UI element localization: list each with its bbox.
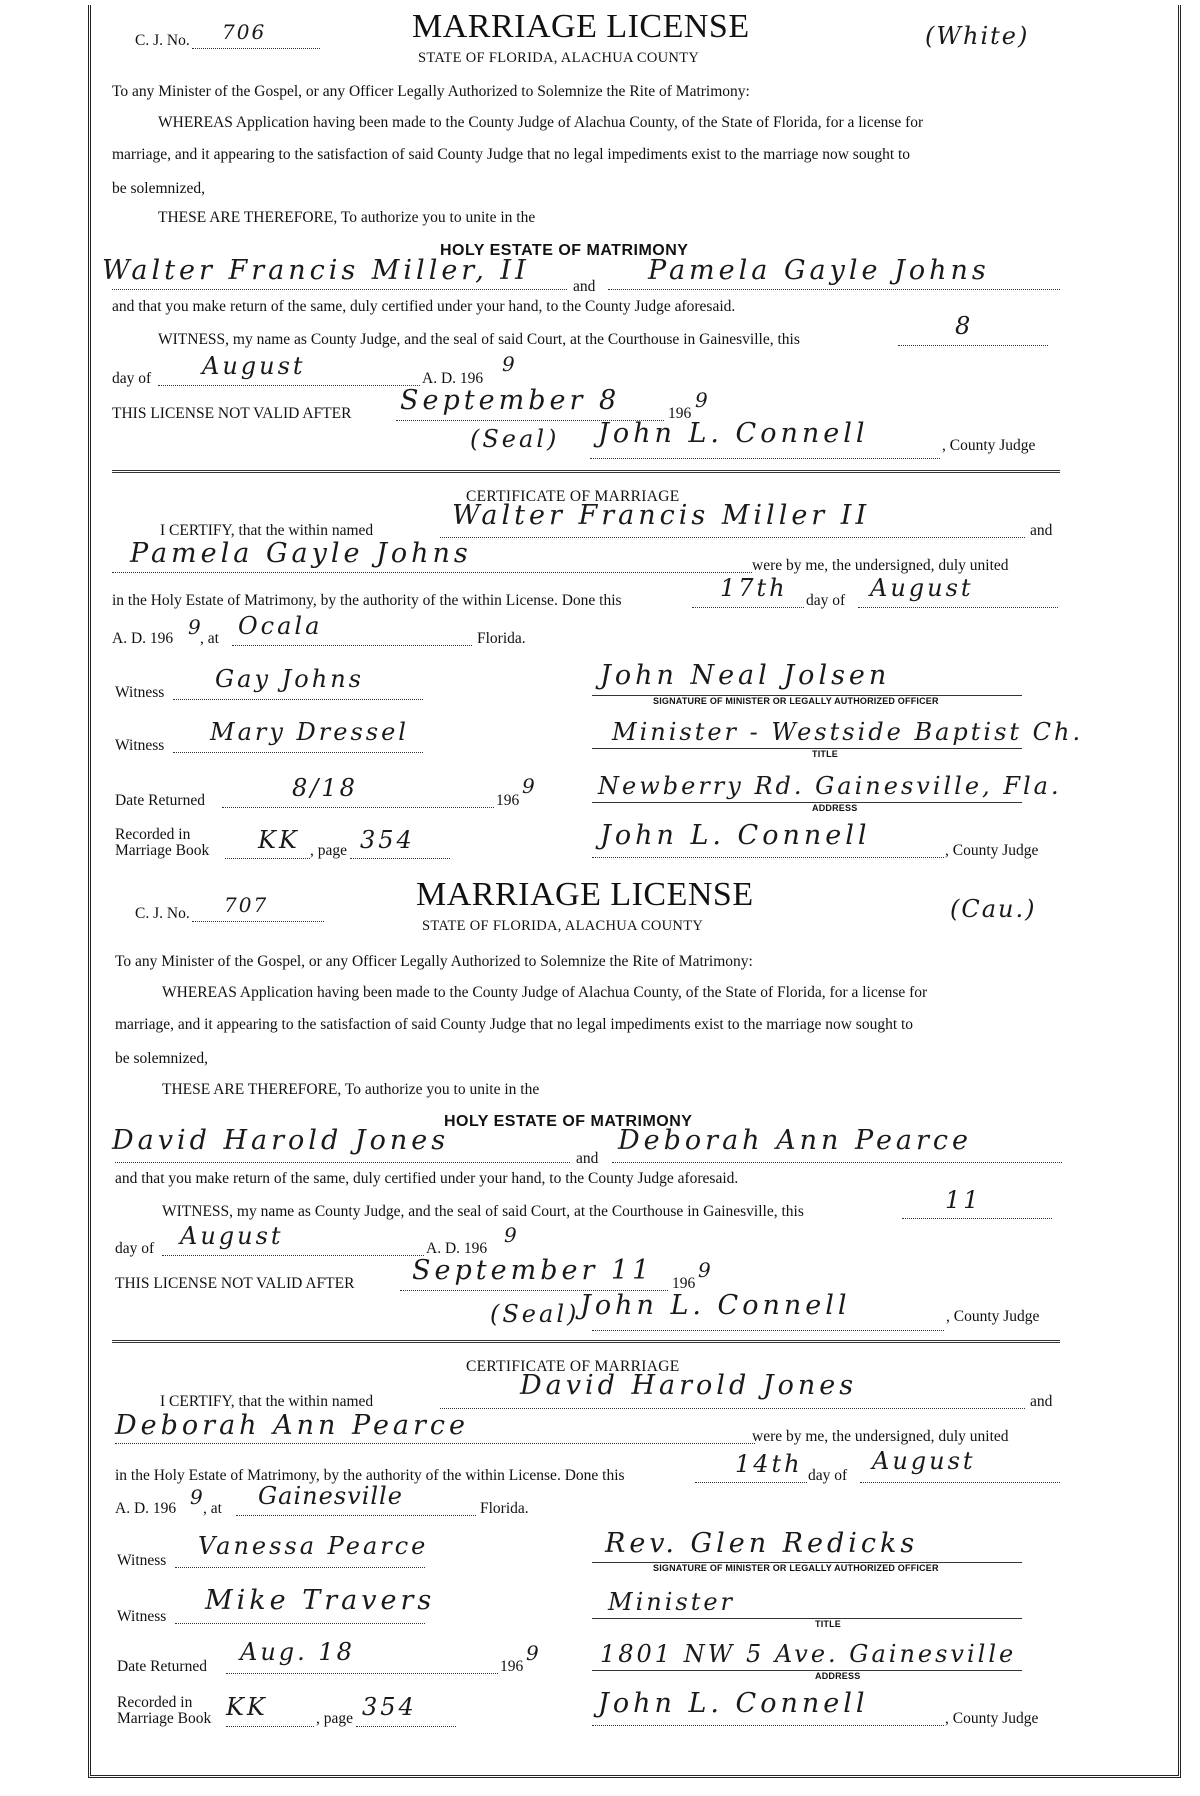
holy-estate-heading: HOLY ESTATE OF MATRIMONY bbox=[440, 242, 689, 259]
address-caption: ADDRESS bbox=[812, 803, 858, 813]
title-caption: TITLE bbox=[812, 749, 838, 759]
witness-text: WITNESS, my name as County Judge, and the seal of said Court, at the Courthouse in Gainesville, this bbox=[158, 331, 800, 348]
therefore-text: THESE ARE THEREFORE, To authorize you to unite in the bbox=[162, 1081, 540, 1098]
minister-title: Minister bbox=[608, 1588, 736, 1616]
bride-name: Pamela Gayle Johns bbox=[648, 255, 990, 286]
not-valid-date: September 11 bbox=[412, 1255, 654, 1286]
judge-sig-2-line bbox=[592, 857, 944, 858]
witness-label-1: Witness bbox=[115, 684, 165, 701]
date-returned-label: Date Returned bbox=[117, 1658, 207, 1675]
witness-label-1: Witness bbox=[117, 1552, 167, 1569]
done-month-line bbox=[858, 607, 1058, 608]
groom-name: David Harold Jones bbox=[112, 1125, 450, 1156]
judge-signature-2: John L. Connell bbox=[600, 820, 871, 851]
license-title: MARRIAGE LICENSE bbox=[416, 876, 754, 913]
and-label-2: and bbox=[1030, 522, 1053, 539]
judge-label: , County Judge bbox=[946, 1308, 1040, 1325]
judge-label-2: , County Judge bbox=[945, 842, 1039, 859]
page-label: , page bbox=[310, 842, 348, 859]
witness-day: 8 bbox=[955, 312, 974, 340]
were-united-text: were by me, the undersigned, duly united bbox=[752, 1428, 1009, 1445]
witness-day-line bbox=[902, 1218, 1052, 1219]
returned-year: 9 bbox=[522, 774, 537, 798]
book: KK bbox=[226, 1693, 268, 1721]
date-returned-line bbox=[226, 1673, 498, 1674]
and-label: and bbox=[576, 1150, 599, 1167]
page-line bbox=[356, 1726, 456, 1727]
cj-no-line bbox=[192, 921, 324, 922]
florida-label: Florida. bbox=[480, 1500, 529, 1517]
intro-text: To any Minister of the Gospel, or any Officer Legally Authorized to Solemnize the Rite of Matrimony: bbox=[115, 953, 753, 970]
recorded-label-1: Recorded in bbox=[117, 1694, 193, 1711]
cert-groom: David Harold Jones bbox=[520, 1370, 858, 1401]
judge-sig-line bbox=[590, 458, 940, 459]
judge-sig-2-line bbox=[592, 1725, 944, 1726]
witness-month: August bbox=[180, 1222, 284, 1250]
cj-no-line bbox=[192, 48, 320, 49]
certify-label: I CERTIFY, that the within named bbox=[160, 1393, 374, 1410]
witness-day-line bbox=[898, 345, 1048, 346]
witness-text: WITNESS, my name as County Judge, and the seal of said Court, at the Courthouse in Gainesville, this bbox=[162, 1203, 804, 1220]
section-divider bbox=[112, 1340, 1060, 1343]
section-divider bbox=[112, 470, 1060, 473]
not-valid-year: 9 bbox=[698, 1258, 713, 1282]
holy-estate-line: in the Holy Estate of Matrimony, by the authority of the within License. Done this bbox=[112, 592, 622, 609]
holy-estate-line: in the Holy Estate of Matrimony, by the authority of the within License. Done this bbox=[115, 1467, 625, 1484]
witness-month: August bbox=[202, 352, 306, 380]
license-subtitle: STATE OF FLORIDA, ALACHUA COUNTY bbox=[422, 918, 704, 934]
day-of-label: day of bbox=[112, 370, 152, 387]
witness-2-line bbox=[175, 1623, 425, 1624]
seal-mark: (Seal) bbox=[470, 425, 560, 453]
month-line bbox=[158, 385, 420, 386]
date-returned: Aug. 18 bbox=[240, 1638, 355, 1666]
ad-at-label: A. D. 196 bbox=[112, 630, 174, 647]
witness-1-line bbox=[175, 1567, 425, 1568]
title-line bbox=[592, 1618, 1022, 1619]
place-line bbox=[232, 645, 472, 646]
page-number: 354 bbox=[360, 826, 415, 854]
at-label: , at bbox=[203, 1500, 222, 1517]
not-valid-label: THIS LICENSE NOT VALID AFTER bbox=[115, 1275, 355, 1292]
groom-name: Walter Francis Miller, II bbox=[102, 255, 530, 286]
intro-text: To any Minister of the Gospel, or any Officer Legally Authorized to Solemnize the Rite of Matrimony: bbox=[112, 83, 750, 100]
witness-2: Mary Dressel bbox=[210, 718, 409, 746]
cert-groom-line bbox=[440, 1408, 1025, 1409]
certificate-title: CERTIFICATE OF MARRIAGE bbox=[466, 488, 680, 505]
certificate-title: CERTIFICATE OF MARRIAGE bbox=[466, 1358, 680, 1375]
cert-bride: Pamela Gayle Johns bbox=[130, 538, 472, 569]
whereas-line-3: be solemnized, bbox=[112, 180, 205, 197]
page-label: , page bbox=[316, 1710, 354, 1727]
cert-bride: Deborah Ann Pearce bbox=[115, 1410, 470, 1441]
judge-signature-2: John L. Connell bbox=[598, 1688, 869, 1719]
cj-no: 707 bbox=[224, 893, 269, 917]
page-number: 354 bbox=[362, 1693, 417, 1721]
not-valid-date: September 8 bbox=[400, 385, 621, 416]
cert-bride-line bbox=[112, 572, 752, 573]
witness-year: 9 bbox=[502, 352, 517, 376]
judge-label: , County Judge bbox=[942, 437, 1036, 454]
done-day-line bbox=[692, 607, 804, 608]
bride-line bbox=[612, 1162, 1062, 1163]
date-returned-label: Date Returned bbox=[115, 792, 205, 809]
date-returned: 8/18 bbox=[292, 774, 358, 802]
recorded-label-1: Recorded in bbox=[115, 826, 191, 843]
florida-label: Florida. bbox=[477, 630, 526, 647]
therefore-text: THESE ARE THEREFORE, To authorize you to unite in the bbox=[158, 209, 536, 226]
witness-label-2: Witness bbox=[115, 737, 165, 754]
done-day: 14th bbox=[735, 1450, 803, 1478]
done-day: 17th bbox=[720, 574, 788, 602]
done-day-of-label: day of bbox=[808, 1467, 848, 1484]
minister-address: 1801 NW 5 Ave. Gainesville bbox=[600, 1640, 1017, 1668]
address-line bbox=[592, 802, 1022, 803]
witness-2-line bbox=[173, 752, 423, 753]
return-text: and that you make return of the same, duly certified under your hand, to the County Judge aforesaid. bbox=[115, 1170, 739, 1187]
not-valid-year: 9 bbox=[695, 388, 710, 412]
certify-label: I CERTIFY, that the within named bbox=[160, 522, 374, 539]
done-month: August bbox=[870, 574, 974, 602]
done-year: 9 bbox=[190, 1485, 205, 1509]
title-caption: TITLE bbox=[815, 1619, 841, 1629]
not-valid-year-label: 196 bbox=[672, 1275, 696, 1292]
not-valid-label: THIS LICENSE NOT VALID AFTER bbox=[112, 405, 352, 422]
cert-groom-line bbox=[440, 537, 1025, 538]
were-united-text: were by me, the undersigned, duly united bbox=[752, 557, 1009, 574]
race-note: (White) bbox=[925, 22, 1030, 50]
race-note: (Cau.) bbox=[950, 895, 1037, 923]
page-line bbox=[350, 858, 450, 859]
cj-label: C. J. No. bbox=[135, 32, 190, 49]
returned-year: 9 bbox=[526, 1641, 541, 1665]
holy-estate-heading: HOLY ESTATE OF MATRIMONY bbox=[444, 1113, 693, 1130]
witness-year: 9 bbox=[504, 1223, 519, 1247]
not-valid-year-label: 196 bbox=[668, 405, 692, 422]
whereas-line-2: marriage, and it appearing to the satisfaction of said County Judge that no legal impediments exist to the marriage now sought to bbox=[112, 146, 911, 163]
recorded-label-2: Marriage Book bbox=[117, 1710, 212, 1727]
book-line bbox=[226, 1726, 314, 1727]
place-line bbox=[236, 1515, 476, 1516]
minister-signature: Rev. Glen Redicks bbox=[605, 1528, 919, 1559]
done-day-of-label: day of bbox=[806, 592, 846, 609]
cert-bride-line bbox=[115, 1443, 755, 1444]
cj-no: 706 bbox=[222, 20, 267, 44]
bride-name: Deborah Ann Pearce bbox=[618, 1125, 973, 1156]
address-caption: ADDRESS bbox=[815, 1671, 861, 1681]
ad-label: A. D. 196 bbox=[426, 1240, 488, 1257]
and-label-2: and bbox=[1030, 1393, 1053, 1410]
returned-year-label: 196 bbox=[500, 1658, 524, 1675]
witness-1: Gay Johns bbox=[215, 665, 364, 693]
whereas-line-1: WHEREAS Application having been made to the County Judge of Alachua County, of the State of Florida, for a license for bbox=[158, 114, 924, 131]
signature-caption: SIGNATURE OF MINISTER OR LEGALLY AUTHORIZED OFFICER bbox=[653, 696, 939, 706]
book-line bbox=[225, 858, 310, 859]
witness-label-2: Witness bbox=[117, 1608, 167, 1625]
recorded-label-2: Marriage Book bbox=[115, 842, 210, 859]
license-subtitle: STATE OF FLORIDA, ALACHUA COUNTY bbox=[418, 50, 700, 66]
minister-signature: John Neal Jolsen bbox=[600, 660, 891, 691]
groom-line bbox=[115, 1162, 570, 1163]
cj-label: C. J. No. bbox=[135, 905, 190, 922]
done-day-line bbox=[695, 1482, 807, 1483]
whereas-line-3: be solemnized, bbox=[115, 1050, 208, 1067]
whereas-line-2: marriage, and it appearing to the satisfaction of said County Judge that no legal impediments exist to the marriage now sought to bbox=[115, 1016, 914, 1033]
whereas-line-1: WHEREAS Application having been made to the County Judge of Alachua County, of the State of Florida, for a license for bbox=[162, 984, 928, 1001]
witness-2: Mike Travers bbox=[205, 1585, 436, 1616]
place: Gainesville bbox=[258, 1482, 403, 1510]
judge-label-2: , County Judge bbox=[945, 1710, 1039, 1727]
judge-signature: John L. Connell bbox=[580, 1290, 851, 1321]
groom-line bbox=[112, 289, 567, 290]
book: KK bbox=[258, 826, 300, 854]
minister-title: Minister - Westside Baptist Ch. bbox=[612, 718, 1084, 746]
witness-1: Vanessa Pearce bbox=[198, 1532, 429, 1560]
date-returned-line bbox=[222, 807, 494, 808]
title-line bbox=[592, 748, 1022, 749]
return-text: and that you make return of the same, duly certified under your hand, to the County Judge aforesaid. bbox=[112, 298, 736, 315]
seal-mark: (Seal) bbox=[490, 1300, 580, 1328]
done-month: August bbox=[872, 1447, 976, 1475]
returned-year-label: 196 bbox=[496, 792, 520, 809]
done-month-line bbox=[860, 1482, 1060, 1483]
done-year: 9 bbox=[188, 615, 203, 639]
license-title: MARRIAGE LICENSE bbox=[412, 8, 750, 45]
day-of-label: day of bbox=[115, 1240, 155, 1257]
ad-label: A. D. 196 bbox=[422, 370, 484, 387]
signature-caption: SIGNATURE OF MINISTER OR LEGALLY AUTHORIZED OFFICER bbox=[653, 1563, 939, 1573]
at-label: , at bbox=[200, 630, 219, 647]
address-line bbox=[592, 1670, 1022, 1671]
month-line bbox=[162, 1255, 424, 1256]
and-label: and bbox=[573, 278, 596, 295]
cert-groom: Walter Francis Miller II bbox=[452, 500, 871, 531]
bride-line bbox=[608, 289, 1060, 290]
ad-at-label: A. D. 196 bbox=[115, 1500, 177, 1517]
place: Ocala bbox=[238, 612, 323, 640]
witness-day: 11 bbox=[945, 1186, 982, 1214]
minister-address: Newberry Rd. Gainesville, Fla. bbox=[598, 772, 1062, 800]
judge-signature: John L. Connell bbox=[598, 418, 869, 449]
witness-1-line bbox=[173, 699, 423, 700]
judge-sig-line bbox=[592, 1330, 944, 1331]
